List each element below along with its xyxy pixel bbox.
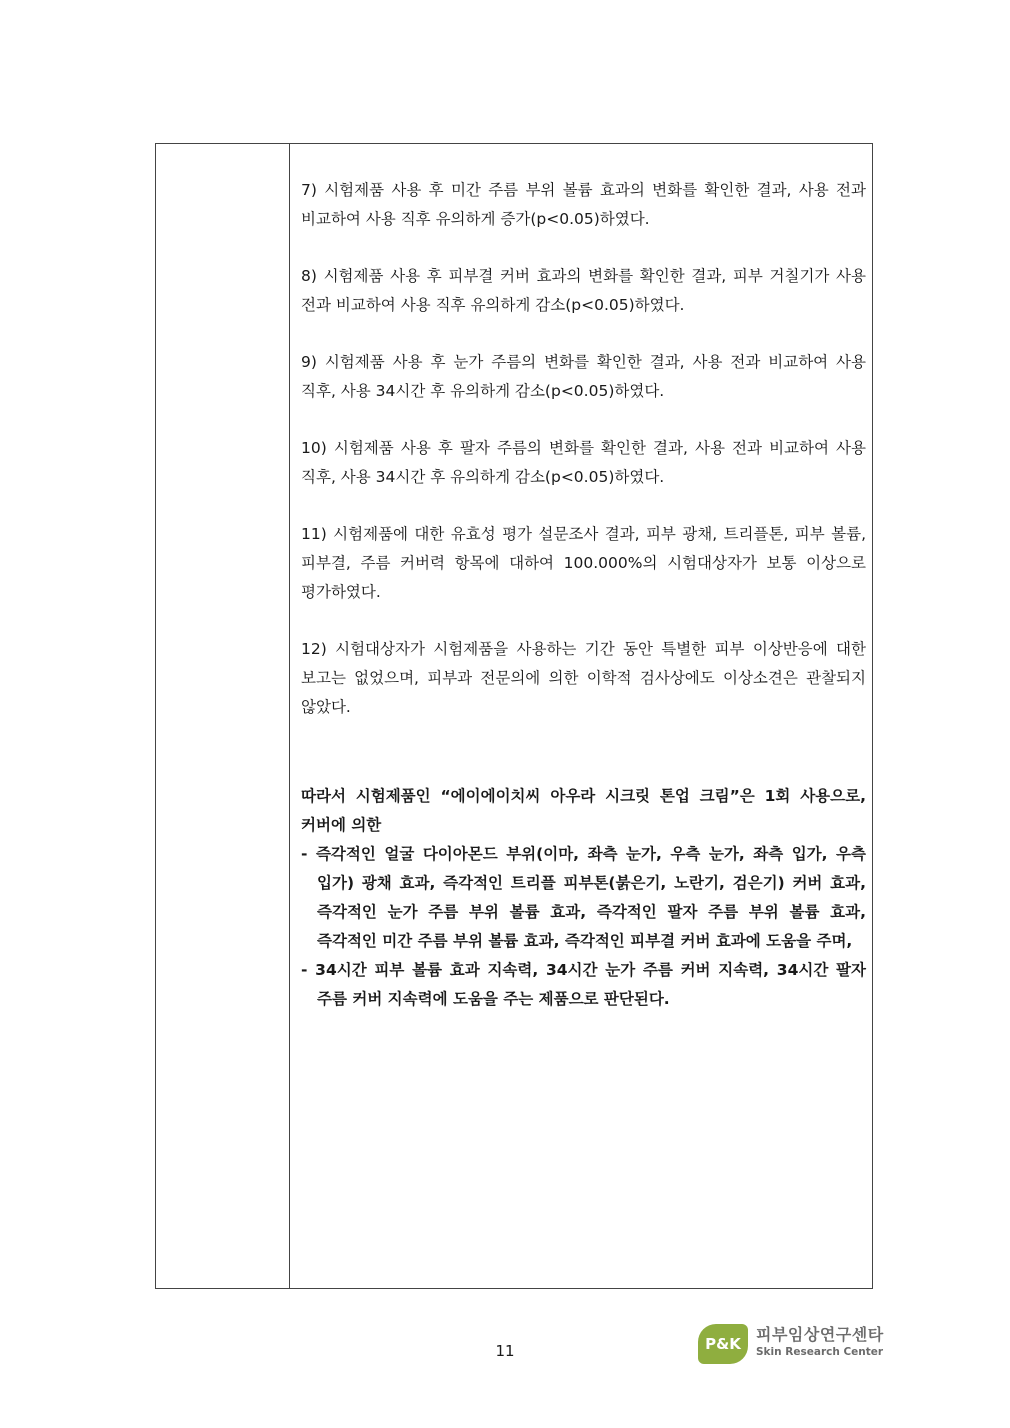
conclusion-block	[301, 782, 866, 1014]
company-logo	[698, 1322, 888, 1368]
logo-english-name: Skin Research Center	[756, 1346, 884, 1358]
result-item-7: 7) 시험제품 사용 후 미간 주름 부위 볼륨 효과의 변화를 확인한 결과, 사용 전과 비교하여 사용 직후 유의하게 증가(p<0.05)하였다.	[301, 181, 866, 228]
logo-korean-name: 피부임상연구센타	[756, 1325, 884, 1344]
conclusion-bullet-duration: - 34시간 피부 볼륨 효과 지속력, 34시간 눈가 주름 커버 지속력, 34시간 팔자 주름 커버 지속력에 도움을 주는 제품으로 판단된다.	[301, 961, 866, 1008]
result-item-11: 11) 시험제품에 대한 유효성 평가 설문조사 결과, 피부 광채, 트리플톤, 피부 볼륨, 피부결, 주름 커버력 항목에 대하여 100.000%의 시험대상자가 보통 이상으로 평가하였다.	[301, 525, 866, 601]
content-table	[155, 143, 873, 1289]
table-label-column	[156, 144, 290, 1288]
result-item-10: 10) 시험제품 사용 후 팔자 주름의 변화를 확인한 결과, 사용 전과 비교하여 사용 직후, 사용 34시간 후 유의하게 감소(p<0.05)하였다.	[301, 439, 866, 486]
result-item-12: 12) 시험대상자가 시험제품을 사용하는 기간 동안 특별한 피부 이상반응에 대한 보고는 없었으며, 피부과 전문의에 의한 이학적 검사상에도 이상소견은 관찰되지 않았다.	[301, 640, 866, 716]
page-number: 11	[495, 1342, 515, 1360]
conclusion-bullet-immediate: - 즉각적인 얼굴 다이아몬드 부위(이마, 좌측 눈가, 우측 눈가, 좌측 입가, 우측 입가) 광채 효과, 즉각적인 트리플 피부톤(붉은기, 노란기, 검은기) 커버 효과, 즉각적인 눈가 주름 부위 볼륨 효과, 즉각적인 팔자 주름 부위 볼륨 효과, 즉각적인 미간 주름 부위 볼륨 효과, 즉각적인 피부결 커버 효과에 도움을 주며,	[301, 845, 866, 950]
result-item-9: 9) 시험제품 사용 후 눈가 주름의 변화를 확인한 결과, 사용 전과 비교하여 사용 직후, 사용 34시간 후 유의하게 감소(p<0.05)하였다.	[301, 353, 866, 400]
conclusion-intro: 따라서 시험제품인 “에이에이치씨 아우라 시크릿 톤업 크림”은 1회 사용으로, 커버에 의한	[301, 787, 866, 834]
logo-badge-icon: P&K	[698, 1324, 748, 1364]
result-item-8: 8) 시험제품 사용 후 피부결 커버 효과의 변화를 확인한 결과, 피부 거칠기가 사용 전과 비교하여 사용 직후 유의하게 감소(p<0.05)하였다.	[301, 267, 866, 314]
table-content-column	[301, 176, 866, 1014]
